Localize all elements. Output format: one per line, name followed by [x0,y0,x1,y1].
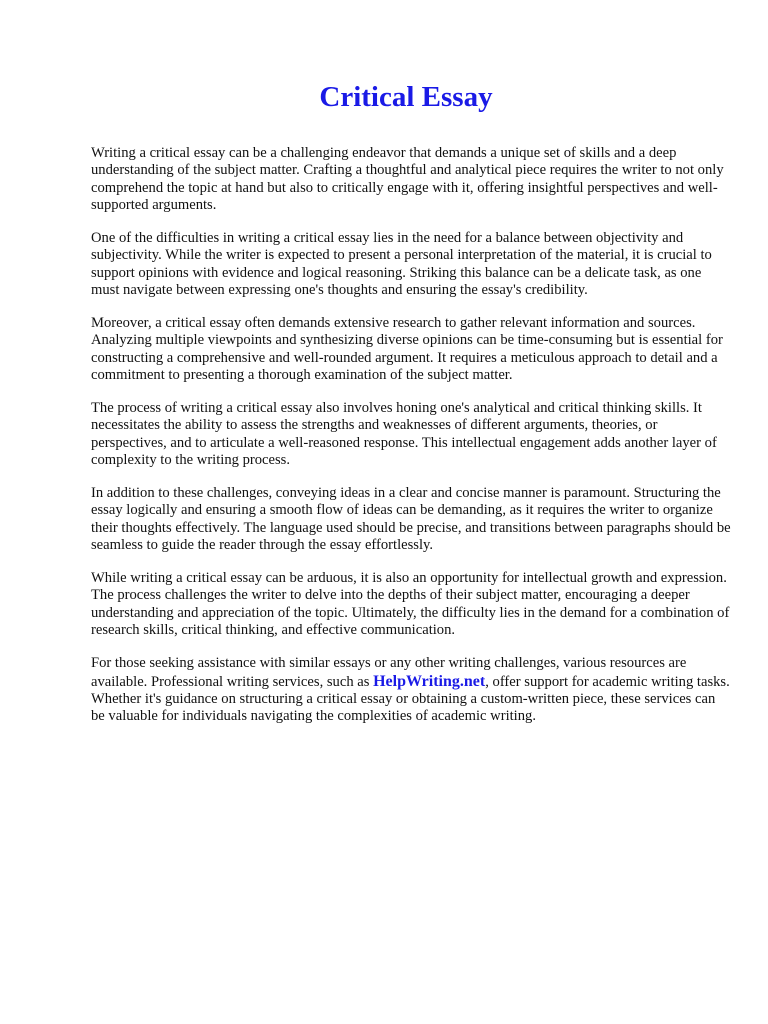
paragraph-4: The process of writing a critical essay also involves honing one's analytical and critical thinking skills. It necessitates the ability to assess the strengths and weaknesses of different arguments, theories, or perspectives, and to articulate a well-reasoned response. This intellectual engagement adds another layer of complexity to the writing process. [91,400,717,469]
paragraph-7-lead-text: For those seeking assistance with similar essays or any other writing challenges, various resources are available. Professional writing services, such as [91,655,687,690]
helpwriting-link[interactable]: HelpWriting.net [373,672,486,690]
paragraph-3: Moreover, a critical essay often demands extensive research to gather relevant information and sources. Analyzing multiple viewpoints and synthesizing diverse opinions can be time-consuming but is essential for constructing a comprehensive and well-rounded argument. It requires a meticulous approach to detail and a commitment to presenting a thorough examination of the subject matter. [91,315,723,384]
paragraph-5: In addition to these challenges, conveying ideas in a clear and concise manner is paramount. Structuring the essay logically and ensuring a smooth flow of ideas can be demanding, as it requires the writer to organize their thoughts effectively. The language used should be precise, and transitions between paragraphs should be seamless to guide the reader through the essay effortlessly. [91,485,731,554]
paragraph-2: One of the difficulties in writing a critical essay lies in the need for a balance between objectivity and subjectivity. While the writer is expected to present a personal interpretation of the material, it is crucial to support opinions with evidence and logical reasoning. Striking this balance can be a delicate task, as one must navigate between expressing one's thoughts and ensuring the essay's credibility. [91,230,712,299]
paragraph-6: While writing a critical essay can be arduous, it is also an opportunity for intellectual growth and expression. The process challenges the writer to delve into the depths of their subject matter, encouraging a deeper understanding and appreciation of the topic. Ultimately, the difficulty lies in the demand for a combination of research skills, critical thinking, and effective communication. [91,570,730,639]
paragraph-1: Writing a critical essay can be a challenging endeavor that demands a unique set of skills and a deep understanding of the subject matter. Crafting a thoughtful and analytical piece requires the writer to not only comprehend the topic at hand but also to critically engage with it, offering insightful perspectives and well-supported arguments. [91,145,724,214]
paragraph-7 [91,655,731,726]
page-title: Critical Essay [319,81,493,113]
paragraph-7-trailing-text: , offer support for academic writing tasks. Whether it's guidance on structuring a critical essay or obtaining a custom-written piece, these services can be valuable for individuals navigating the complexities of academic writing. [91,673,730,725]
essay-body [91,145,731,741]
